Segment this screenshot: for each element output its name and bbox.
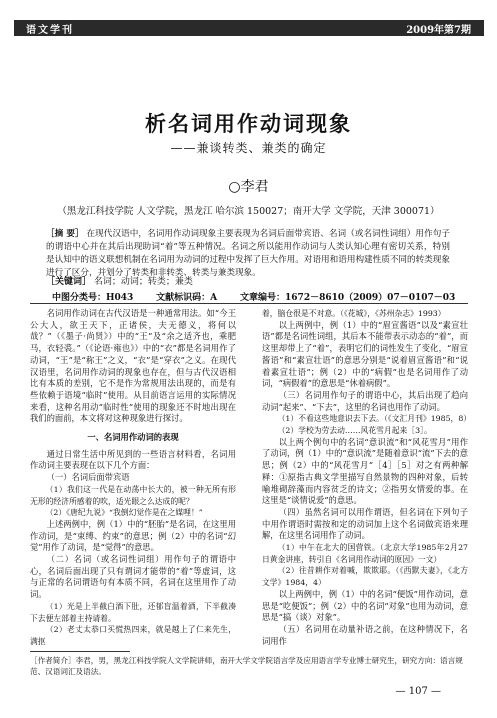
abstract-label: ［摘 要］ [46,229,84,239]
paragraph: 上述两例中，例（1）中的“胚胎”是名词，在这里用作动词，是“束缚、约束”的意思；例（2）中的名词“幻觉”用作了动词，是“觉得”的意思。 [30,518,236,553]
subheading: （五）名词用在动量补语之前，在这种情况下，名词用作 [262,623,468,646]
subheading: （四）虽然名词可以用作谓语，但名词在下列句子中用作谓语时需按和定的动词加上这个名词做宾语来理解，在这里名词用作了动词。 [262,506,468,541]
article-number: 文章编号：1672－8610（2009）07－0107－03 [240,293,456,303]
subheading: （一）名词后面带宾语 [46,472,130,483]
paragraph: （二）名词（或名词性词组）用作句子的谓语中心，名词后面出现了只有谓词才能带的“着”等虚词，这与正常的名词谓语句有本质不同，名词在这里用作了动词。 [30,554,236,600]
article-subtitle: ——兼谈转类、兼类的确定 [170,141,327,155]
abstract [46,228,450,280]
example-quote: （2）老丈太恭口买慌热四来，就是越上了仁来先生，满抠 [30,625,236,646]
example-quote: （2）往昔耕作对着喊，欺欺耶。（《西默夫妻》，《北方文学》1984，4） [262,566,468,588]
example-quote: （1）光是上半截白酒下肚，还郁盲温着酒，下半截凑下去便左部着主持请着。 [30,601,236,623]
example-quote: （1）我们这一代是在动荡中长大的，被一种无所有形无形的经济所感着的吹，适光眼之么达成的呢？ [30,484,236,506]
issue-label: 2009年第7期 [406,25,471,36]
left-column [30,308,236,648]
example-quote: （1）中午在北大的国营铁。（北京大学1985年2月27日黄金讲座，转引自《名词用作动词的原因》一文） [262,543,468,564]
example-quote: 着，脑仓很是不对意。（《花城》，《苏州杂志》1993） [262,309,446,318]
paragraph: 通过日常生活中所见到的一些语言材料看，名词用作动词主要表现在以下几个方面： [30,448,236,471]
author-name: ○李君 [228,179,269,195]
section-heading: 一、名词用作动词的表现 [87,432,179,443]
intro-paragraph: 名词用作动词在古代汉语是一种通常用法。如“今王公大人，欲王天下，正诸侯，夫无德义，将何以哉？”（《墨子·尚贤》）中的“王”及“余之适齐也，乘肥马，衣轻裘。”（《论语·雍也》）中的“衣”都是名词用作了动词，“王”是“称王”之义，“衣”是“穿衣”之义。在现代汉语里，名词用作动词的现象也存在，但与古代汉语相比有本质的差别，它不是作为常规用法出现的，而是有些依赖于语境“临时”使用。从目前语言运用的实际情况来看，这种名用动“临时性”使用的现象还不时地出现在我们的面前，本文将对这种现象进行探讨。 [30,308,236,424]
author-footnote: ［作者简介］李君，男，黑龙江科技学院人文学院讲师，南开大学文学院语言学及应用语言学专业博士研究生，研究方向：语言规范、汉语词汇及语法。 [30,656,463,676]
paragraph: 以上两例中，例（1）中的“眉宣酱语”以及“素宣壮语”都是名词性词组，其后本不能带表示动态的“着”，而这里却带上了“着”，表明它们的词性发生了变化，“眉宣酱语”和“素宣壮语”的意思分别是“说着眉宣酱语”和“说着素宣壮语”；例（2）中的“病假”也是名词用作了动词，“病假着”的意思是“休着病假”。 [262,319,468,389]
journal-name: 语文学刊 [26,25,74,36]
page-number: — 107 — [395,686,441,697]
keywords [46,274,193,287]
paragraph: 以上两个例句中的名词“意识流”和“风花雪月”用作了动词，例（1）中的“意识流”是随着意识“流”下去的意思；例（2）中的“风花雪月”［4］［5］对之有两种解释：①原指古典文学里描写自然景物的四种对象，后转喻堆砌辞藻而内容贫乏的诗文；②指男女情爱的事。在这里是“谈情说爱”的意思。 [262,436,468,506]
keywords-label: ［关键词］ [46,277,92,287]
example-quote: （2）《唐纪九说》“我倒幻觉作是在之媒哩！” [45,508,203,518]
keywords-text: 名词；动词；转类；兼类 [93,277,193,287]
document-code: 文献标识码：A [156,293,218,303]
right-column [262,308,472,647]
footnote-divider [30,651,130,652]
subheading: （三）名词用作句子的谓语中心，其后出现了趋向动词“起来”、“下去”，这里的名词也用作了动词。 [262,389,468,412]
abstract-block [46,228,450,278]
article-title: 析名词用作动词现象 [145,111,352,136]
classification-line [52,290,475,303]
example-quote: （2）学校为劳去动……风花雪月起来［3］。 [277,426,432,436]
divider [30,303,468,304]
paragraph: 以上两例中，例（1）中的名词“便饭”用作动词，意思是“吃便饭”；例（2）中的名词“对象”也用为动词，意思是“搞（谈）对象”。 [262,588,468,623]
abstract-text: 在现代汉语中，名词用作动词现象主要表现为名词后面带宾语、名词（或名词性词组）用作句子的谓语中心并在其后出现助词“着”等五种情况。名词之所以能用作动词与人类认知心理有密切关系，特别是认知中的语义联想机制在名词用为动词的过程中发挥了巨大作用。对语用和语用构建性质不同的转类现象进行了区分，并划分了转类和非转类、转类与兼类现象。 [46,229,450,278]
example-quote: （1）不看这些地意识去下去。（《文汇月刊》1985，8） [277,414,472,424]
clc-number: 中图分类号：H043 [52,293,134,303]
author-affiliation: （黑龙江科技学院 人文学院，黑龙江 哈尔滨 150027；南开大学 文学院，天津 300071） [57,206,440,217]
